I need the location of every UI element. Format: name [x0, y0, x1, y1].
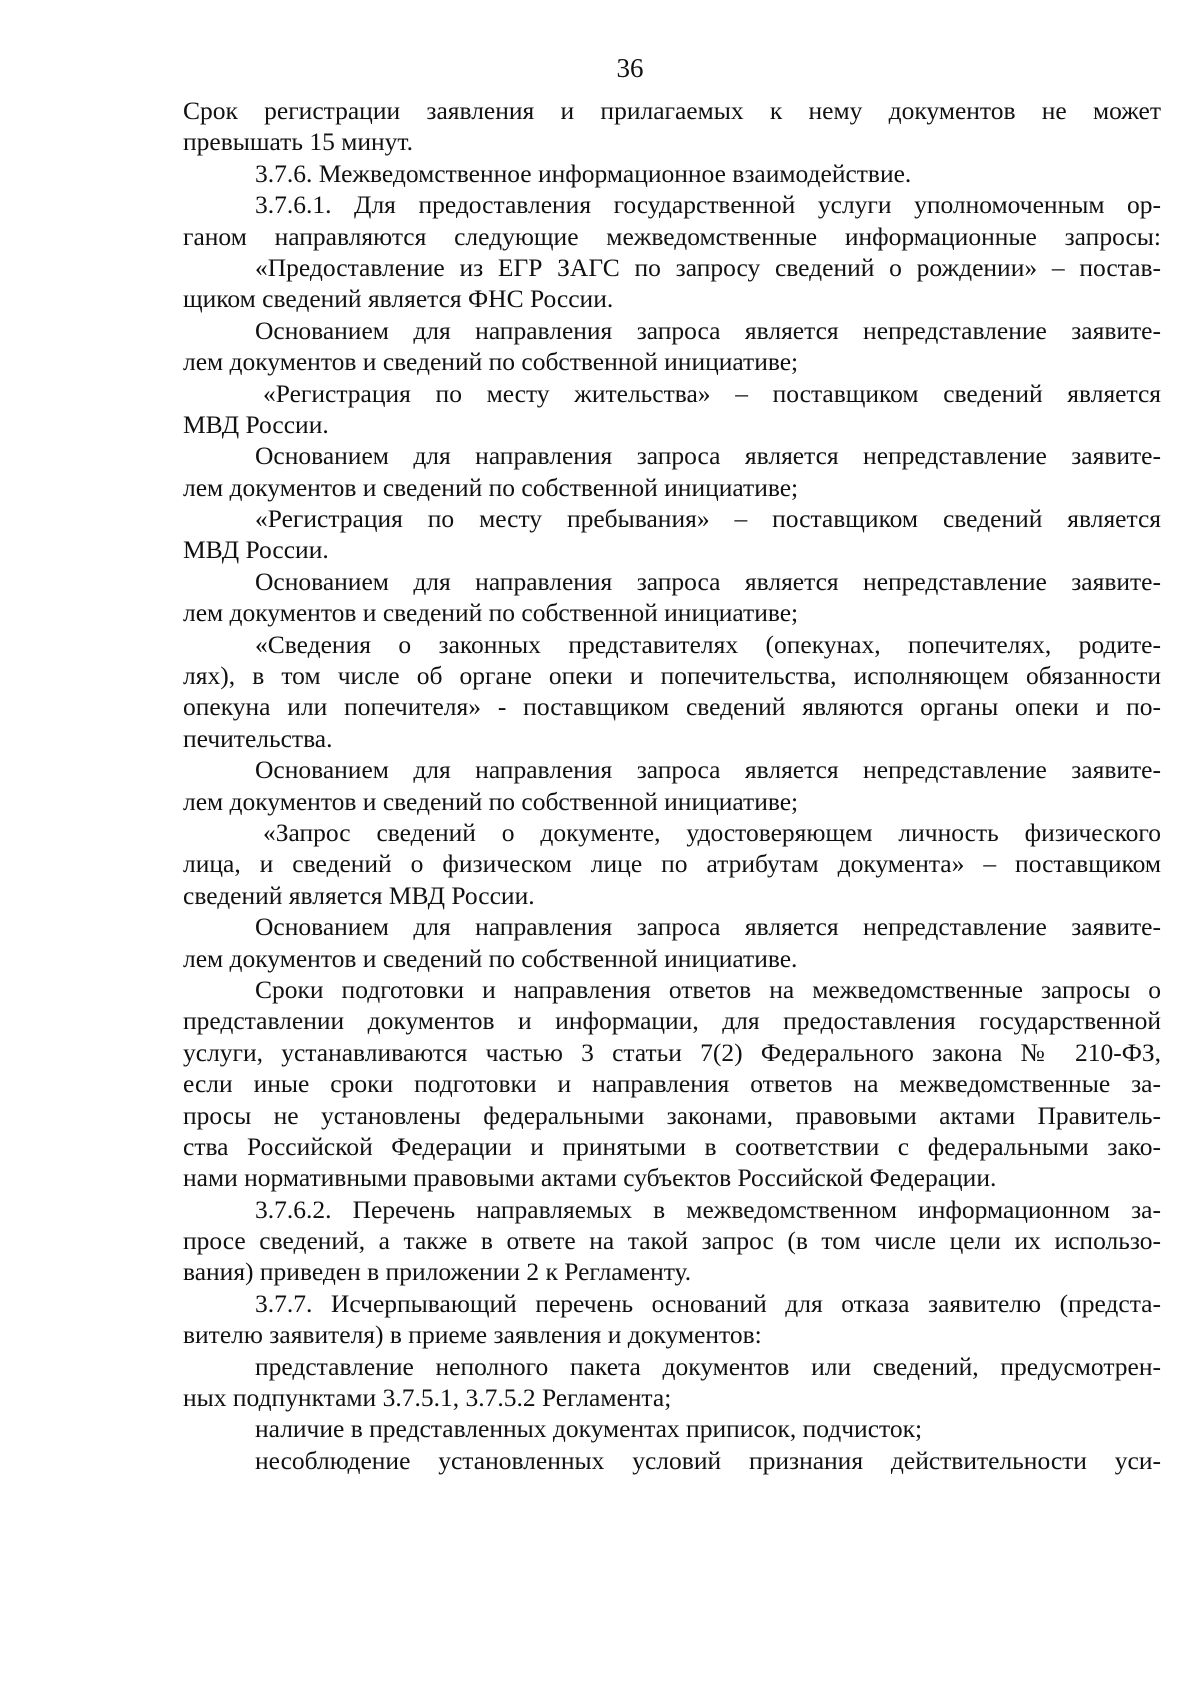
text-line: МВД России. [183, 409, 329, 439]
text-line: Сроки подготовки и направления ответов на межведомственные запросы о [255, 974, 1161, 1004]
text-line: сведений является МВД России. [183, 880, 535, 910]
text-line: «Предоставление из ЕГР ЗАГС по запросу сведений о рождении» – постав- [255, 252, 1161, 282]
text-line: «Сведения о законных представителях (опекунах, попечителях, родите- [255, 629, 1161, 659]
text-line: Срок регистрации заявления и прилагаемых к нему документов не может [183, 96, 1161, 125]
text-line: 3.7.6.1. Для предоставления государственной услуги уполномоченным ор- [255, 190, 1161, 220]
text-line: «Регистрация по месту жительства» – поставщиком сведений является [263, 378, 1161, 408]
text-line: лем документов и сведений по собственной инициативе. [183, 943, 798, 973]
text-line: «Регистрация по месту пребывания» – поставщиком сведений является [255, 504, 1161, 534]
text-line: нами нормативными правовыми актами субъектов Российской Федерации. [183, 1163, 997, 1193]
text-line: Основанием для направления запроса является непредставление заявите- [255, 315, 1161, 345]
page-number: 36 [616, 53, 644, 83]
text-line: ных подпунктами 3.7.5.1, 3.7.5.2 Регламента; [183, 1383, 672, 1413]
text-line: Основанием для направления запроса является непредставление заявите- [255, 912, 1161, 942]
text-line: наличие в представленных документах приписок, подчисток; [255, 1414, 923, 1444]
text-line: услуги, устанавливаются частью 3 статьи 7(2) Федерального закона № 210-ФЗ, [183, 1037, 1161, 1067]
text-line: ства Российской Федерации и принятыми в соответствии с федеральными зако- [183, 1131, 1161, 1161]
text-line: 3.7.7. Исчерпывающий перечень оснований для отказа заявителю (предста- [255, 1288, 1161, 1318]
text-line: 3.7.6.2. Перечень направляемых в межведомственном информационном за- [255, 1194, 1161, 1224]
text-line: печительства. [183, 723, 333, 753]
text-line: просе сведений, а также в ответе на такой запрос (в том числе цели их использо- [183, 1226, 1161, 1256]
text-line: представление неполного пакета документов или сведений, предусмотрен- [255, 1351, 1161, 1381]
text-line: опекуна или попечителя» - поставщиком сведений являются органы опеки и по- [183, 692, 1161, 722]
text-line: превышать 15 минут. [183, 127, 413, 157]
text-line: ганом направляются следующие межведомственные информационные запросы: [183, 221, 1161, 251]
text-line: Основанием для направления запроса является непредставление заявите- [255, 755, 1161, 785]
text-line: МВД России. [183, 535, 329, 565]
text-line: вителю заявителя) в приеме заявления и документов: [183, 1320, 762, 1350]
section-heading: 3.7.6. Межведомственное информационное взаимодействие. [255, 158, 912, 188]
text-line: щиком сведений является ФНС России. [183, 284, 614, 314]
text-line: вания) приведен в приложении 2 к Регламенту. [183, 1257, 692, 1287]
text-line: несоблюдение установленных условий признания действительности уси- [255, 1445, 1161, 1475]
text-line: просы не установлены федеральными законами, правовыми актами Правитель- [183, 1100, 1161, 1130]
document-body [183, 95, 1161, 1476]
text-line: Основанием для направления запроса является непредставление заявите- [255, 566, 1161, 596]
text-line: лем документов и сведений по собственной инициативе; [183, 347, 799, 377]
text-line: Основанием для направления запроса является непредставление заявите- [255, 441, 1161, 471]
text-line: лях), в том числе об органе опеки и попечительства, исполняющем обязанности [183, 661, 1161, 691]
text-line: лем документов и сведений по собственной инициативе; [183, 786, 799, 816]
text-line: лица, и сведений о физическом лице по атрибутам документа» – поставщиком [183, 849, 1161, 879]
text-line: если иные сроки подготовки и направления ответов на межведомственные за- [183, 1069, 1161, 1099]
text-line: лем документов и сведений по собственной инициативе; [183, 598, 799, 628]
text-line: представлении документов и информации, для предоставления государственной [183, 1006, 1161, 1036]
text-line: «Запрос сведений о документе, удостоверяющем личность физического [263, 817, 1161, 847]
text-line: лем документов и сведений по собственной инициативе; [183, 472, 799, 502]
